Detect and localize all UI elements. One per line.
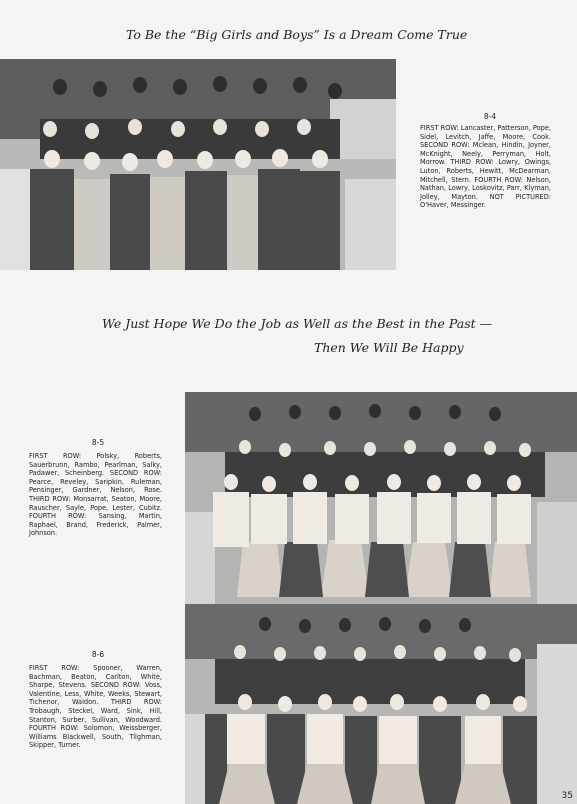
class-label-8-5: 8-5 xyxy=(91,438,105,447)
class-caption-8-5: FIRST ROW: Polsky, Roberts, Sauerbrunn, Rambo, Pearlman, Salky, Padawer, Scheinberg. SECOND ROW: Pearce, Reveley, Saripkin, Ruleman, Pensinger, Gardner, Nelson, Rose. THIRD ROW: Monsarrat, Seaton, Moore, Rauscher, Sayle, Pope, Lester, Cubitz. FOURTH ROW: Sansing, Martin, Raphael, Brand, Frederick, Palmer, Johnson. xyxy=(29,452,162,538)
class-label-8-6: 8-6 xyxy=(91,650,105,659)
page-number: 35 xyxy=(561,791,573,801)
class-label-8-4: 8-4 xyxy=(483,112,497,121)
class-caption-8-4: FIRST ROW: Lancaster, Patterson, Pope, Sidel, Levitch, Jaffe, Moore, Cook. SECOND ROW: Mclean, Hindin, Joyner, McKnight, Neely, Perryman, Holt, Morrow. THIRD ROW: Lowry, Owings, Luton, Roberts, Hewitt, McDearman, Mitchell, Stern. FOURTH ROW: Nelson, Nathan, Lowry, Loskovitz, Parr, Klyman, Jolley, Mayton. NOT PICTURED: O'Haver, Messinger. xyxy=(420,124,552,210)
class-photo-8-5 xyxy=(185,392,577,605)
class-photo-8-6 xyxy=(185,604,577,804)
headline-middle-line-1: We Just Hope We Do the Job as Well as the Best in the Past — xyxy=(102,316,493,331)
headline-top: To Be the “Big Girls and Boys” Is a Dream Come True xyxy=(126,27,468,42)
class-photo-8-4 xyxy=(0,59,396,270)
headline-middle-line-2: Then We Will Be Happy xyxy=(314,340,464,355)
class-caption-8-6: FIRST ROW: Spooner, Warren, Bachman, Beaton, Carlton, White, Sharpe, Stevens. SECOND ROW: Voss, Valentine, Less, White, Weeks, Stewart, Tichenor, Waldon. THIRD ROW: Trobaugh, Steckel, Ward, Sink, Hill, Stanton, Surber, Sullivan, Woodward. FOURTH ROW: Solomon, Weissberger, Williams Blackwell, South, Tilghman, Skipper, Turner. xyxy=(29,664,162,750)
